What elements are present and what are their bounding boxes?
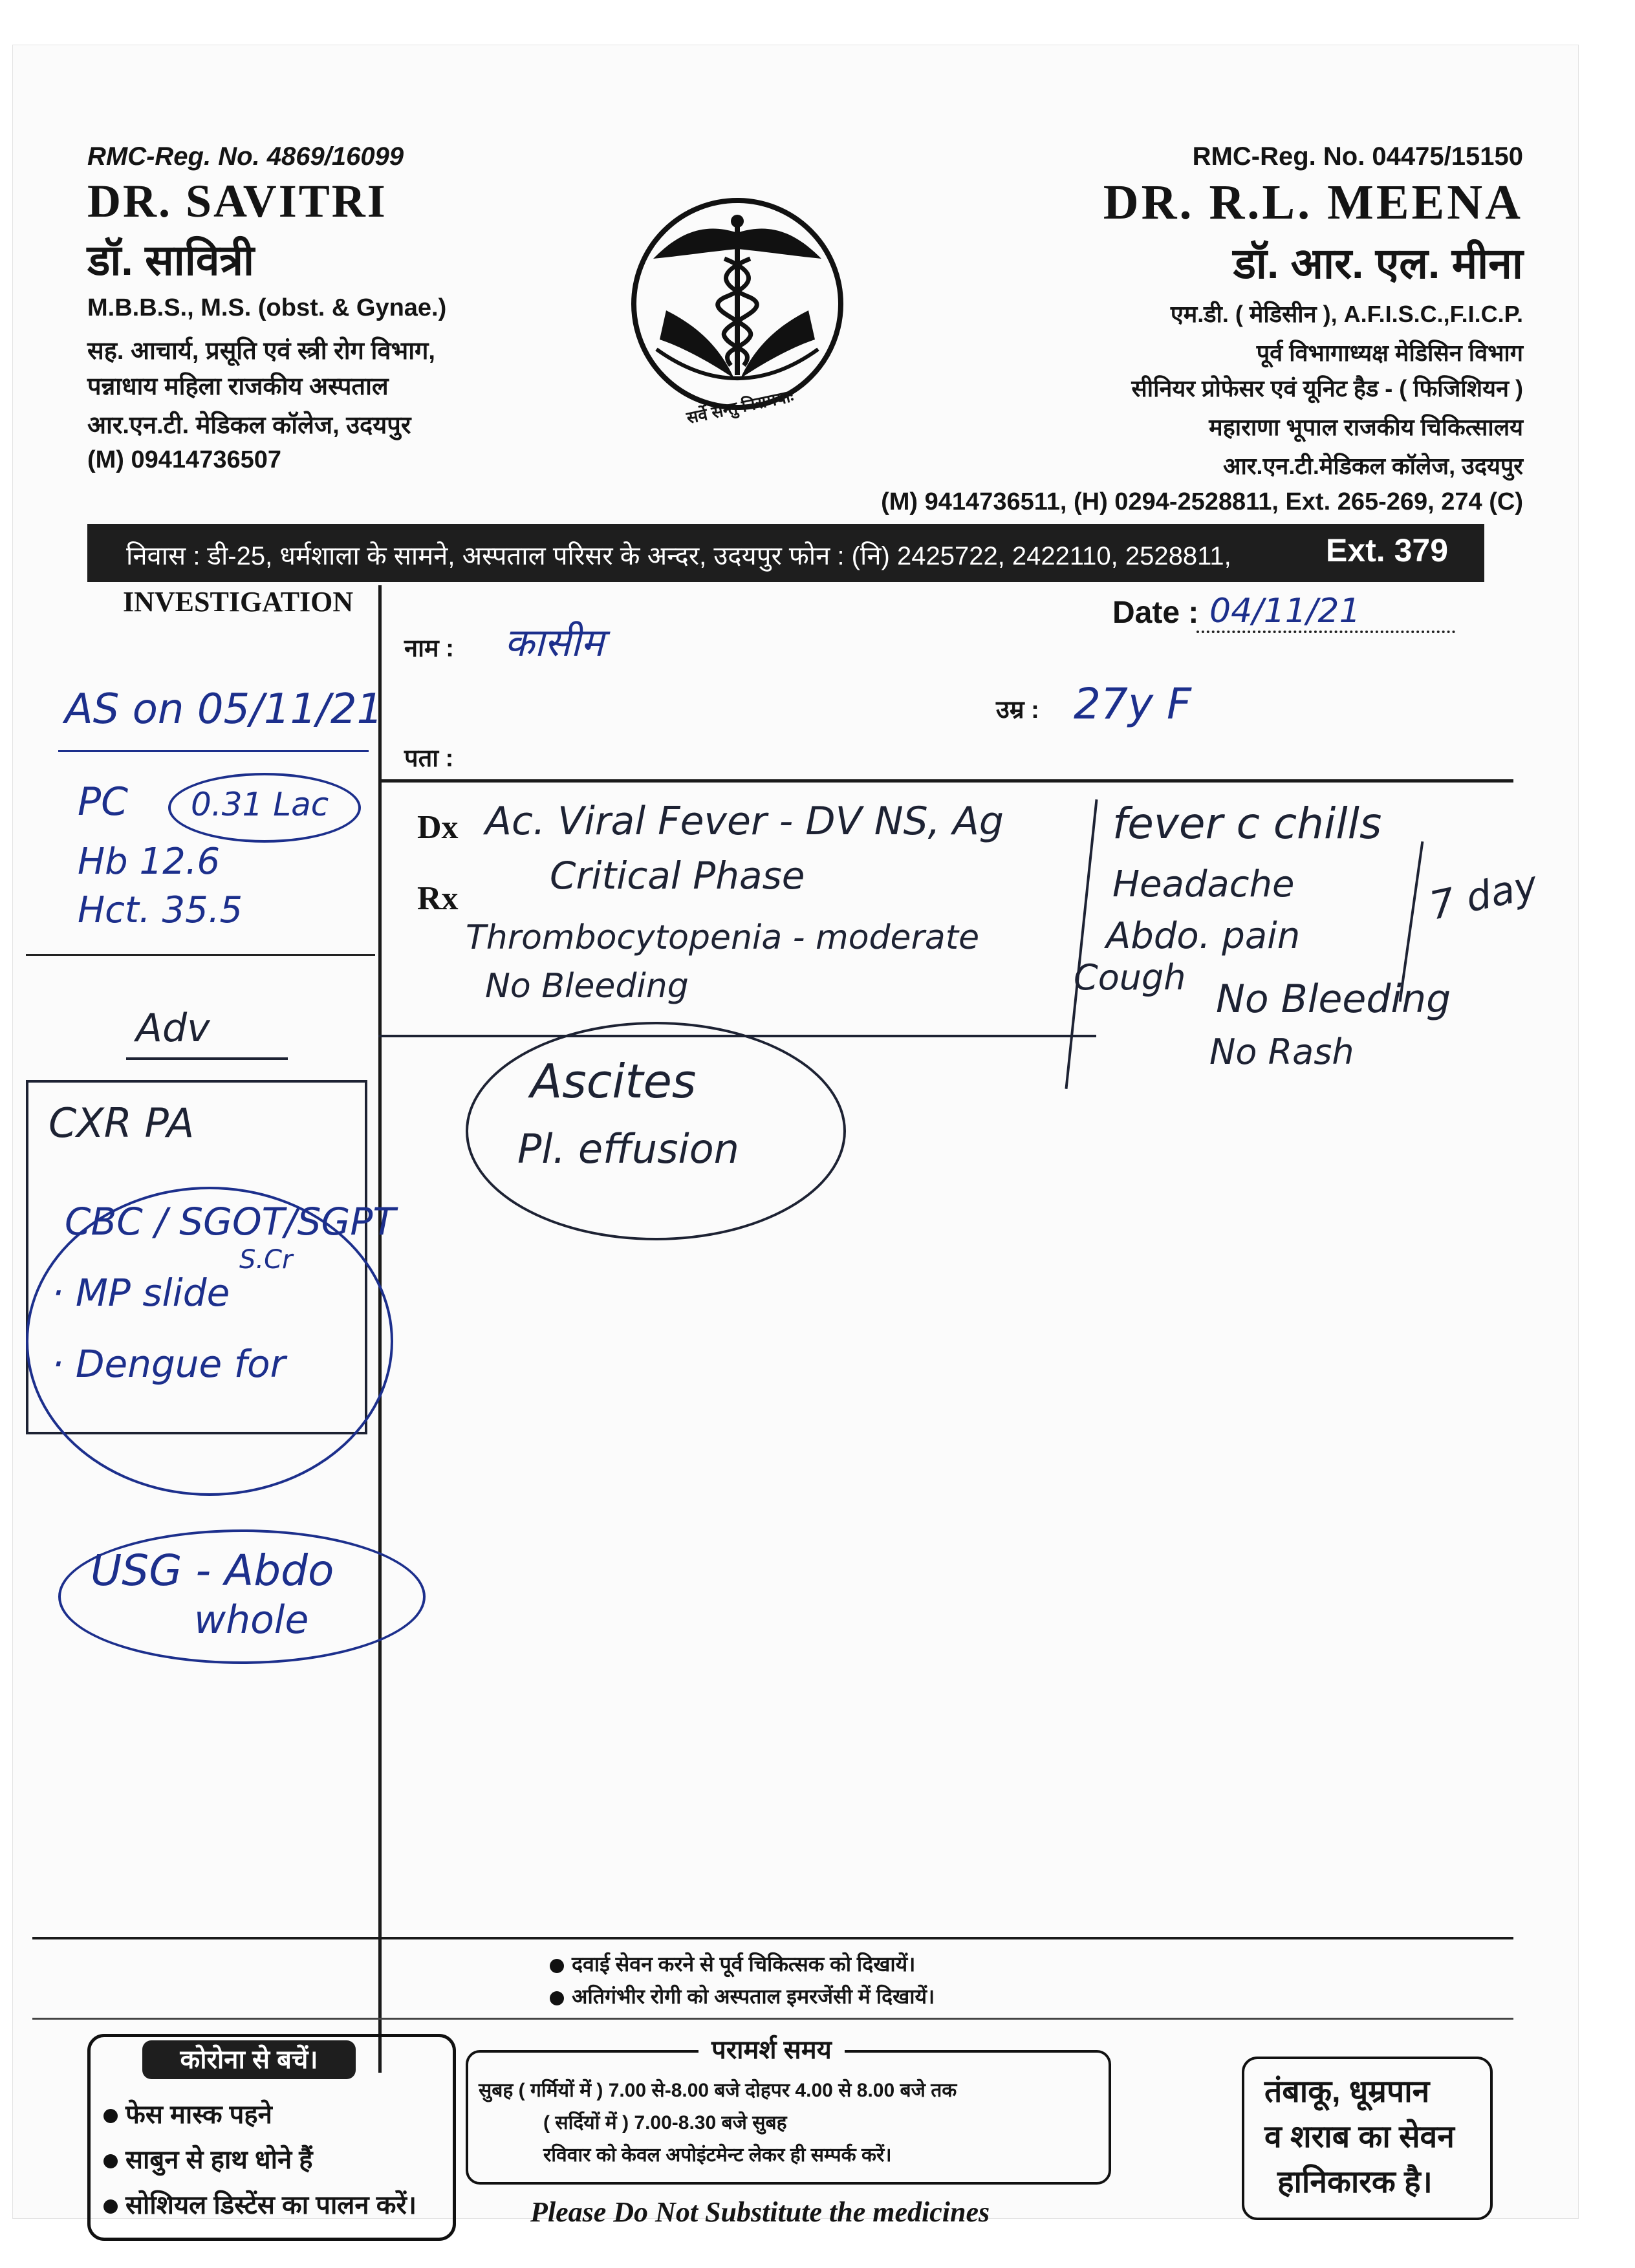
diagnosis-line-4: No Bleeding bbox=[485, 967, 689, 1006]
right-doctor-degree: एम.डी. ( मेडिसीन ), A.F.I.S.C.,F.I.C.P. bbox=[1170, 301, 1523, 327]
date-value: 04/11/21 bbox=[1209, 592, 1361, 631]
left-doctor-hospital: पन्नाधाय महिला राजकीय अस्पताल bbox=[87, 373, 389, 400]
left-reg-number: RMC-Reg. No. 4869/16099 bbox=[87, 142, 404, 171]
right-doctor-designation: सीनियर प्रोफेसर एवं यूनिट हैड - ( फिजिशियन ) bbox=[1131, 375, 1523, 402]
labs-separator bbox=[26, 954, 375, 956]
diagnosis-line-1: Ac. Viral Fever - DV NS, Ag bbox=[485, 799, 1004, 844]
name-value: कासीम bbox=[504, 620, 604, 665]
consultation-title: परामर्श समय bbox=[698, 2031, 845, 2066]
right-doctor-name: DR. R.L. MEENA bbox=[1103, 175, 1523, 230]
footer-dashed-line bbox=[32, 2018, 1513, 2020]
hct-value: Hct. 35.5 bbox=[78, 889, 243, 931]
left-doctor-name-hindi: डॉ. सावित्री bbox=[87, 236, 255, 284]
consultation-line-1: सुबह ( गर्मियों में ) 7.00 से-8.00 बजे दोहपर 4.00 से 8.00 बजे तक bbox=[479, 2080, 957, 2101]
right-reg-number: RMC-Reg. No. 04475/15150 bbox=[1192, 142, 1523, 171]
complaint-no-rash: No Rash bbox=[1209, 1031, 1354, 1072]
advice-cbc: CBC / SGOT/SGPT bbox=[65, 1200, 396, 1244]
pc-label: PC bbox=[78, 779, 129, 825]
age-label: उम्र : bbox=[996, 697, 1039, 724]
advice-dengue: · Dengue for bbox=[52, 1342, 286, 1386]
right-doctor-former-hod: पूर्व विभागाध्यक्ष मेडिसिन विभाग bbox=[1256, 340, 1523, 366]
left-doctor-name: DR. SAVITRI bbox=[87, 175, 387, 227]
diagnosis-line-3: Thrombocytopenia - moderate bbox=[466, 918, 980, 957]
date-label: Date : bbox=[1112, 596, 1199, 630]
advice-usg-whole: whole bbox=[194, 1597, 309, 1643]
advice-cxr: CXR PA bbox=[49, 1099, 195, 1147]
finding-ascites: Ascites bbox=[530, 1054, 697, 1108]
residence-address: निवास : डी-25, धर्मशाला के सामने, अस्पताल परिसर के अन्दर, उदयपुर फोन : (नि) 2425722, 2422110, 2528811, bbox=[126, 542, 1231, 570]
finding-effusion: Pl. effusion bbox=[517, 1125, 739, 1172]
prescription-sheet bbox=[13, 45, 1578, 2228]
name-label: नाम : bbox=[404, 635, 454, 662]
caduceus-icon bbox=[627, 194, 847, 414]
complaints-bracket-left bbox=[1065, 799, 1098, 1089]
corona-item-2: साबुन से हाथ धोने हैं bbox=[103, 2141, 313, 2176]
investigation-date-note: AS on 05/11/21 bbox=[65, 686, 384, 733]
address-bar bbox=[87, 524, 1484, 582]
corona-title: कोरोना से बचें। bbox=[142, 2040, 356, 2079]
complaint-fever: fever c chills bbox=[1112, 799, 1382, 848]
right-doctor-college: आर.एन.टी.मेडिकल कॉलेज, उदयपुर bbox=[1222, 453, 1523, 479]
right-doctor-name-hindi: डॉ. आर. एल. मीना bbox=[1233, 239, 1523, 287]
pc-value: 0.31 Lac bbox=[191, 786, 329, 823]
left-doctor-college: आर.एन.टी. मेडिकल कॉलेज, उदयपुर bbox=[87, 412, 411, 439]
advice-scr: S.Cr bbox=[239, 1245, 293, 1275]
header-separator bbox=[378, 779, 1513, 783]
complaint-headache: Headache bbox=[1112, 863, 1295, 905]
residence-extension: Ext. 379 bbox=[1326, 532, 1449, 568]
investigation-date-underline bbox=[58, 750, 369, 752]
complaint-no-bleeding: No Bleeding bbox=[1216, 977, 1451, 1022]
advice-usg: USG - Abdo bbox=[91, 1546, 334, 1595]
rx-symbol: Rx bbox=[417, 880, 459, 917]
address-label: पता : bbox=[404, 745, 454, 772]
right-doctor-hospital: महाराणा भूपाल राजकीय चिकित्सालय bbox=[1209, 414, 1523, 440]
tobacco-line-1: तंबाकू, धूम्रपान bbox=[1264, 2075, 1430, 2109]
substitute-warning: Please Do Not Substitute the medicines bbox=[530, 2196, 990, 2228]
footer-note-1: दवाई सेवन करने से पूर्व चिकित्सक को दिखायें। bbox=[550, 1950, 915, 1978]
tobacco-line-2: व शराब का सेवन bbox=[1264, 2120, 1455, 2154]
left-doctor-designation: सह. आचार्य, प्रसूति एवं स्त्री रोग विभाग, bbox=[87, 338, 435, 365]
right-doctor-phones: (M) 9414736511, (H) 0294-2528811, Ext. 265-269, 274 (C) bbox=[881, 488, 1523, 515]
advice-label: Adv bbox=[136, 1006, 210, 1051]
investigation-heading: INVESTIGATION bbox=[123, 586, 354, 618]
dx-symbol: Dx bbox=[417, 809, 459, 846]
complaint-cough: Cough bbox=[1074, 957, 1186, 998]
age-value: 27y F bbox=[1074, 679, 1191, 729]
complaint-abdo-pain: Abdo. pain bbox=[1106, 915, 1301, 957]
left-doctor-mobile: (M) 09414736507 bbox=[87, 446, 281, 473]
consultation-line-3: रविवार को केवल अपोइंटमेन्ट लेकर ही सम्पर्क करें। bbox=[543, 2144, 892, 2166]
advice-mp-slide: · MP slide bbox=[52, 1271, 230, 1315]
date-underline bbox=[1196, 631, 1455, 633]
complaint-duration: 7 day bbox=[1425, 862, 1542, 929]
diagnosis-line-2: Critical Phase bbox=[550, 854, 805, 898]
corona-item-1: फेस मास्क पहने bbox=[103, 2095, 272, 2131]
left-doctor-degree: M.B.B.S., M.S. (obst. & Gynae.) bbox=[87, 294, 447, 321]
tobacco-line-3: हानिकारक है। bbox=[1277, 2165, 1433, 2199]
logo-motto: सर्वे सन्तु निरामयाः bbox=[684, 385, 796, 428]
consultation-line-2: ( सर्दियों में ) 7.00-8.30 बजे सुबह bbox=[543, 2112, 787, 2133]
footer-note-2: अतिगंभीर रोगी को अस्पताल इमरजेंसी में दिखायें। bbox=[550, 1982, 935, 2010]
corona-item-3: सोशियल डिस्टेंस का पालन करें। bbox=[103, 2186, 417, 2221]
hb-value: Hb 12.6 bbox=[78, 841, 221, 883]
advice-underline bbox=[126, 1057, 288, 1060]
footer-top-line bbox=[32, 1937, 1513, 1939]
